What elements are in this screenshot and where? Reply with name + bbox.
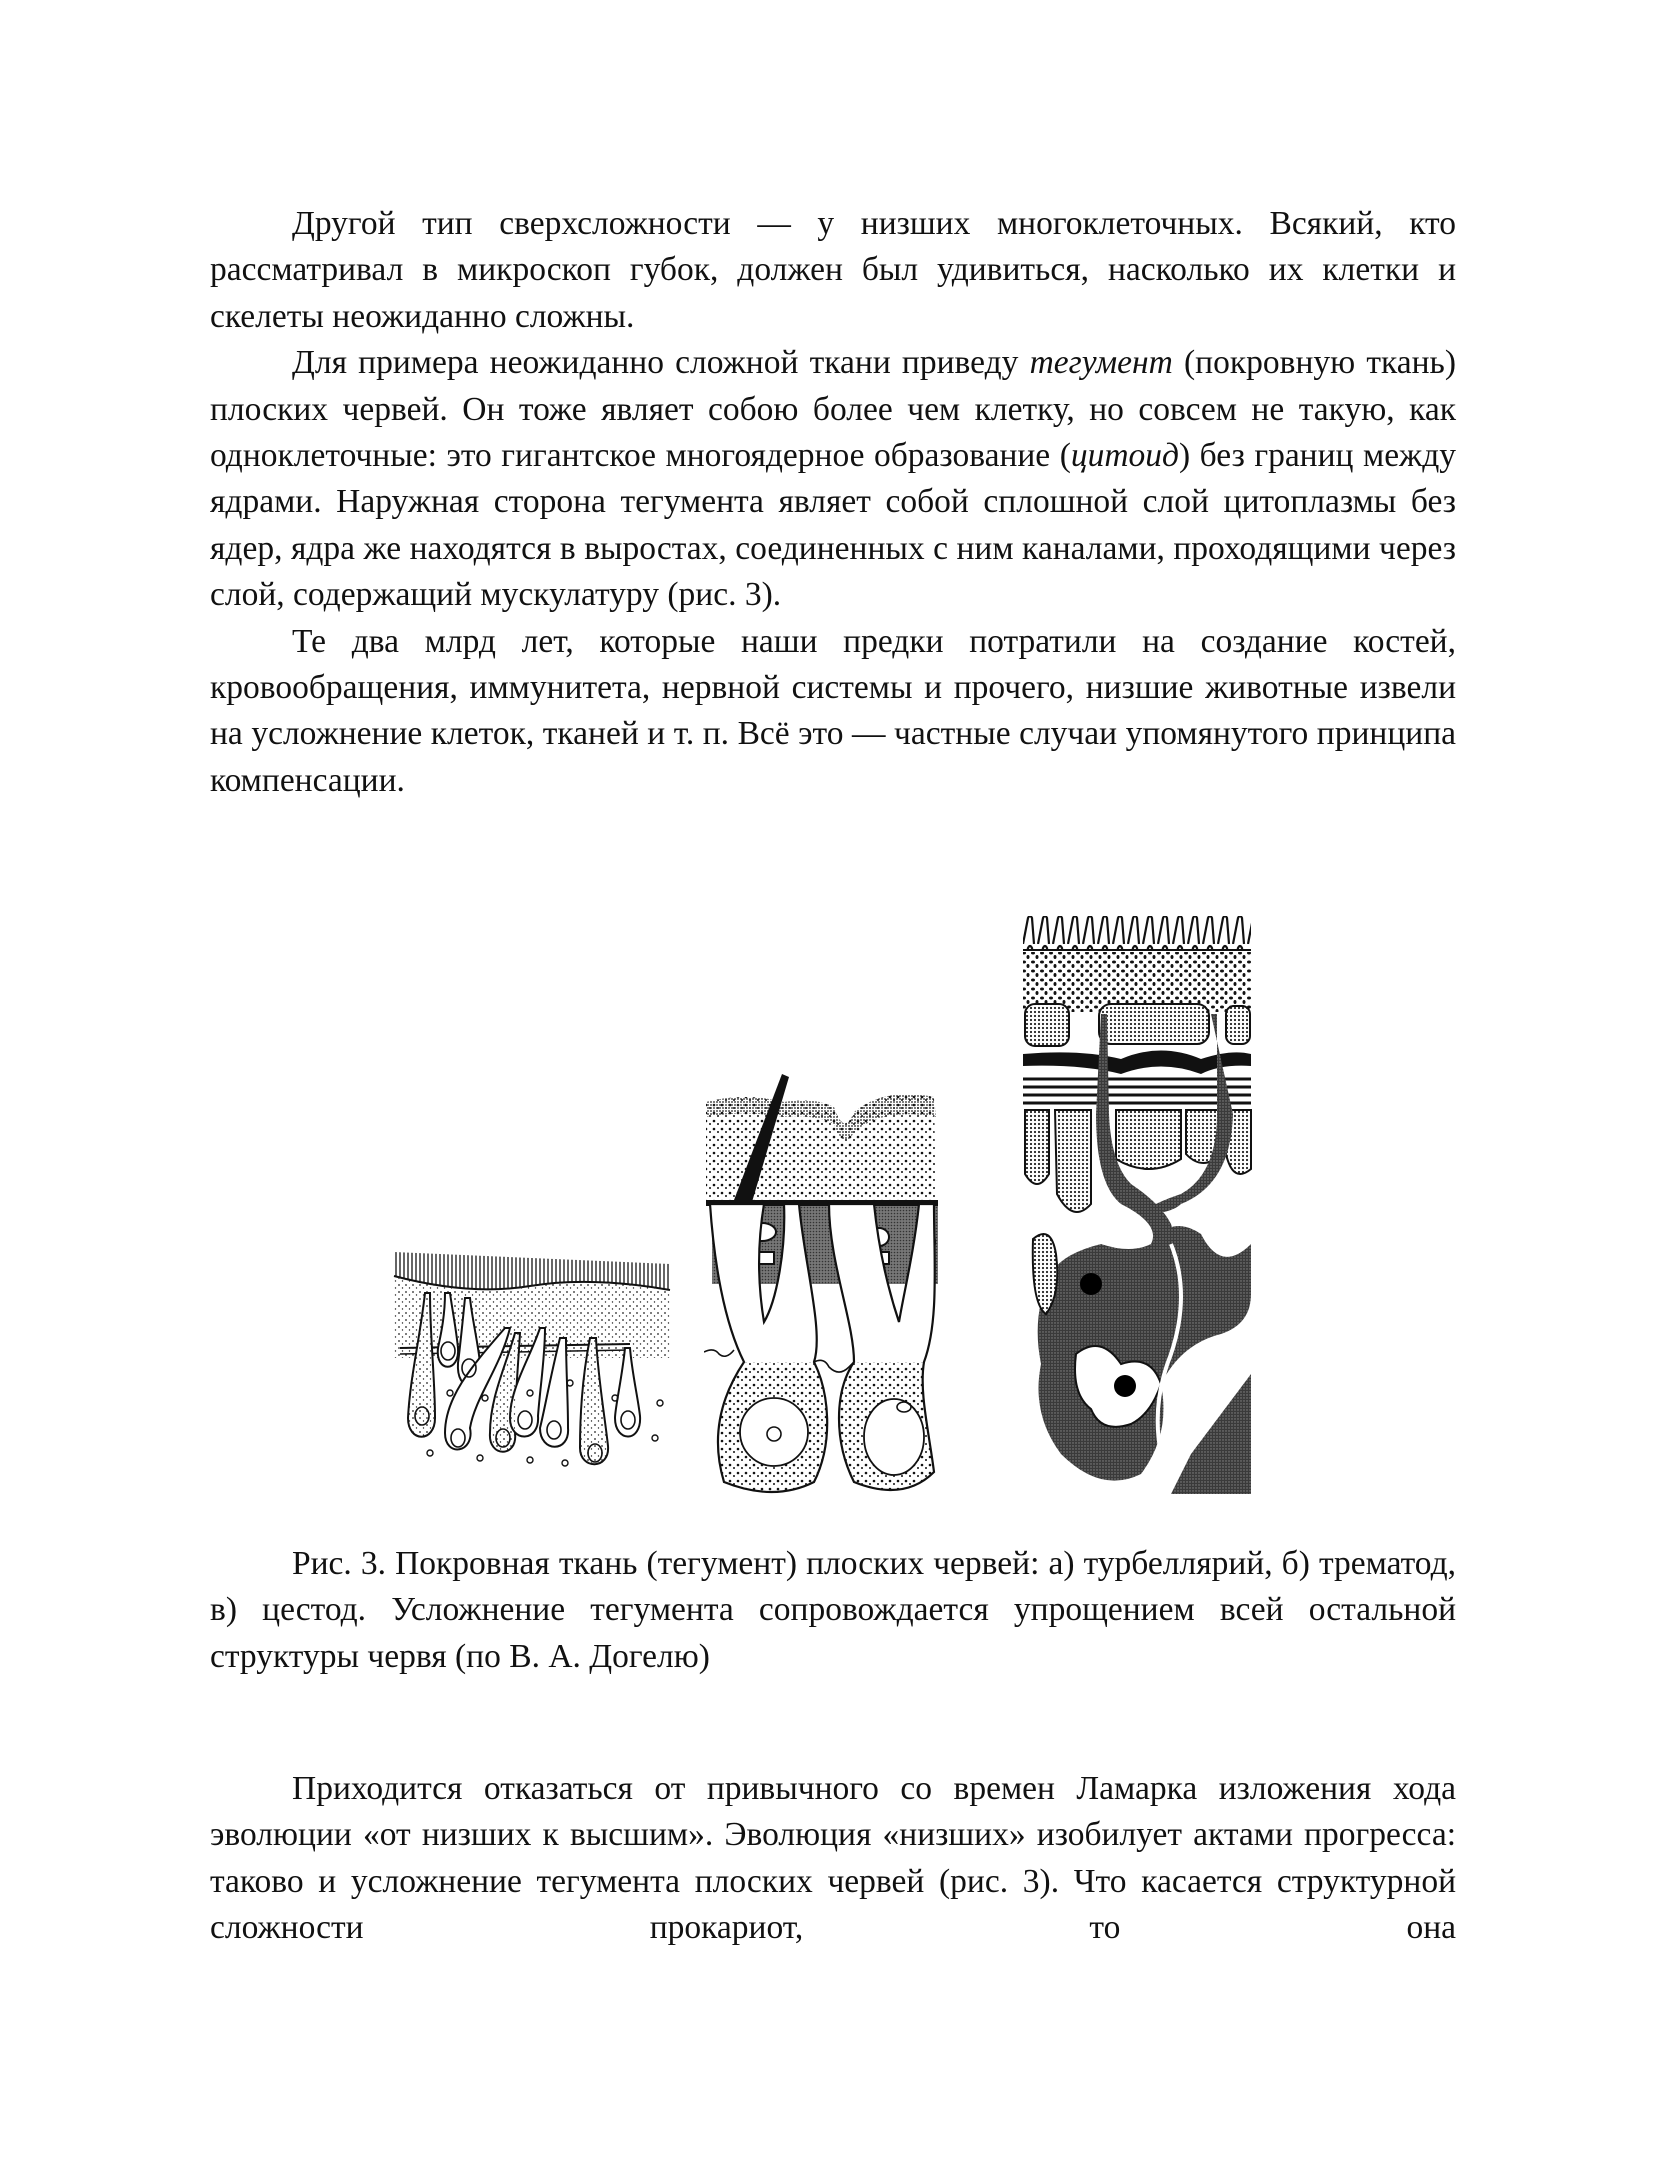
text-segment: Для примера неожиданно сложной ткани приведу	[292, 344, 1030, 382]
text-segment: Те два млрд лет, которые наши предки потратили на создание костей, кровообращения, иммунитета, нервной системы и прочего, низшие животные извели на усложнение клеток, тканей и т. п. Всё это — частные случаи упомянутого принципа компенсации.	[210, 622, 1456, 799]
turbellaria-tegument-drawing	[390, 1248, 674, 1468]
figure-panel-a-turbellaria	[390, 1248, 674, 1468]
figure-caption	[210, 1541, 1456, 1680]
text-segment: Приходится отказаться от привычного со времен Ламарка изложения хода эволюции «от низших к высшим». Эволюция «низших» изобилует актами прогресса: таково и усложнение тегумента плоских червей (рис. 3). Что касается структурной сложности прокариот, то она	[210, 1770, 1456, 1947]
term-tegument: тегумент	[1029, 344, 1173, 382]
trematoda-tegument-drawing	[704, 1062, 942, 1496]
paragraph	[210, 340, 1456, 618]
figure-panel-c-cestoda	[1021, 914, 1253, 1494]
paragraph	[210, 619, 1456, 805]
term-cytoid: цитоид	[1070, 437, 1179, 475]
figure-panel-b-trematoda	[704, 1062, 942, 1496]
paragraph	[210, 1766, 1456, 1952]
body-text-bottom	[210, 1766, 1456, 1952]
caption-text: Рис. 3. Покровная ткань (тегумент) плоских червей: а) турбеллярий, б) трематод, в) цестод. Усложнение тегумента сопровождается упрощением всей остальной структуры червя (по В. А. Догелю)	[210, 1545, 1456, 1675]
paragraph	[210, 201, 1456, 340]
text-segment: ) без границ между ядрами. Наружная сторона тегумента являет собой сплошной слой цитоплазмы без ядер, ядра же находятся в выростах, соединенных с ним каналами, проходящими через слой, содержащий мускулатуру (рис. 3).	[210, 437, 1457, 614]
text-segment: (покровную ткань) плоских червей. Он тоже являет собою более чем клетку, но совсем не такую, как одноклеточные: это гигантское многоядерное образование (	[210, 344, 1456, 475]
text-segment: Другой тип сверхсложности — у низших многоклеточных. Всякий, кто рассматривал в микроскоп губок, должен был удивиться, насколько их клетки и скелеты неожиданно сложны.	[210, 205, 1456, 335]
body-text-top	[210, 201, 1456, 804]
cestoda-tegument-drawing	[1021, 914, 1253, 1494]
